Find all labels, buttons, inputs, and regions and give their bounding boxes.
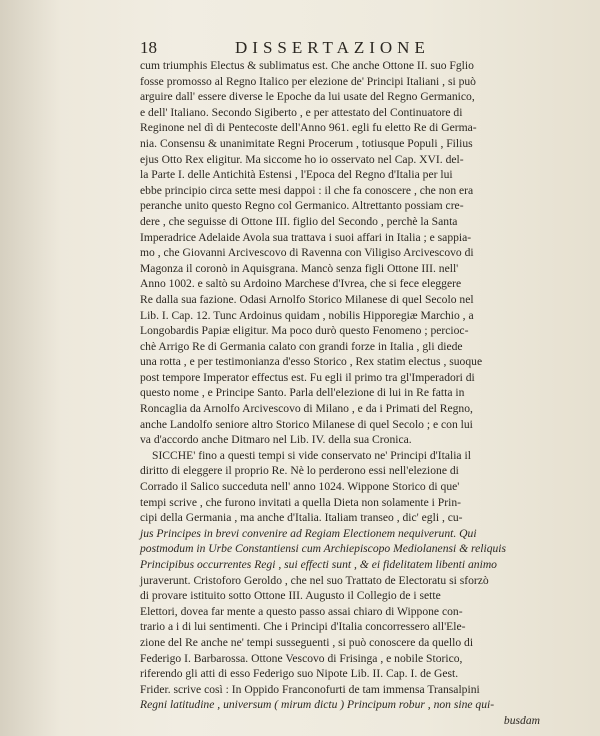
text-line: ebbe principio circa sette mesi dappoi : il che fa conoscere , che non era	[140, 183, 474, 197]
text-line: juraverunt. Cristoforo Geroldo , che nel suo Trattato de Electoratu si sforzò	[140, 573, 489, 587]
page-header	[140, 38, 540, 60]
text-line: diritto di eleggere il proprio Re. Nè lo perderono essi nell'elezione di	[140, 464, 459, 478]
text-line: la Parte I. delle Antichità Estensi , l'Epoca del Regno d'Italia per lui	[140, 168, 453, 182]
paragraph-start-line: SICCHE' fino a questi tempi si vide conservato ne' Principi d'Italia il	[152, 448, 471, 462]
text-line: Roncaglia da Arnolfo Arcivescovo di Milano , e da i Primati del Regno,	[140, 402, 473, 416]
text-line: postmodum in Urbe Constantiensi cum Archiepiscopo Mediolanensi & reliquis	[140, 542, 507, 556]
text-line: nia. Consensu & unanimitate Regni Procerum , totiusque Populi , Filius	[140, 136, 473, 150]
running-head: DISSERTAZIONE	[235, 38, 430, 57]
text-line: Frider. scrive così : In Oppido Franconofurti de tam immensa Transalpini	[140, 682, 480, 696]
page-body	[140, 58, 550, 729]
text-line: Anno 1002. e saltò su Ardoino Marchese d'Ivrea, che si fece eleggere	[140, 277, 462, 291]
text-line: riferendo gli atti di esso Federigo suo Nipote Lib. II. Cap. I. de Gest.	[140, 667, 459, 681]
text-line: dere , che seguisse di Ottone III. figlio del Secondo , perchè la Santa	[140, 214, 458, 228]
text-line: cipi della Germania , ma anche d'Italia. Italiam transeo , dic' egli , cu-	[140, 511, 463, 525]
text-line: Re dalla sua fazione. Odasi Arnolfo Storico Milanese di quel Secolo nel	[140, 292, 474, 306]
text-line: Longobardis Papiæ eligitur. Ma poco durò questo Fenomeno ; percioc-	[140, 324, 469, 338]
text-line: mo , che Giovanni Arcivescovo di Ravenna con Viligiso Arcivescovo di	[140, 246, 474, 260]
text-line: jus Principes in brevi convenire ad Regiam Electionem nequiverunt. Qui	[140, 526, 477, 540]
text-line: Lib. I. Cap. 12. Tunc Ardoinus quidam , nobilis Hipporegiæ Marchio , a	[140, 308, 474, 322]
text-line: questo nome , e Principe Santo. Parla dell'elezione di lui in Re fatta in	[140, 386, 465, 400]
text-line: trario a i di lui sentimenti. Che i Principi d'Italia concorressero all'Ele-	[140, 620, 466, 634]
text-line: di provare istituito sotto Ottone III. Augusto il Collegio de i sette	[140, 589, 441, 603]
text-line: chè Arrigo Re di Germania calato con grandi forze in Italia , gli diede	[140, 339, 463, 353]
text-line: Principibus occurrentes Regi , sui effecti sunt , & ei fidelitatem libenti animo	[140, 558, 497, 571]
catchword: busdam	[503, 713, 540, 727]
text-line: Elettori, dovea far mente a questo passo assai chiaro di Wippone con-	[140, 604, 463, 618]
text-line: tempi scrive , che furono invitati a quella Dieta non solamente i Prin-	[140, 495, 461, 509]
text-line: post tempore Imperator effectus est. Fu egli il primo tra gl'Imperadori di	[140, 370, 475, 384]
text-line: Imperadrice Adelaide Avola sua trattava i suoi affari in Italia ; e sappia-	[140, 230, 472, 244]
text-line: Corrado il Salico succeduta nell' anno 1024. Wippone Storico di que'	[140, 480, 460, 494]
page-gutter-shadow	[0, 0, 60, 736]
text-line: Regni latitudine , universum ( mirum dictu ) Principum robur , non sine qui-	[140, 698, 495, 712]
text-line: anche Landolfo seniore altro Storico Milanese di quel Secolo ; e con lui	[140, 417, 473, 431]
text-line: ejus Otto Rex eligitur. Ma siccome ho io osservato nel Cap. XVI. del-	[140, 152, 464, 166]
text-line: Magonza il coronò in Aquisgrana. Mancò senza figli Ottone III. nell'	[140, 261, 459, 275]
text-line: Reginone nel dì di Pentecoste dell'Anno 961. egli fu eletto Re di Germa-	[140, 121, 477, 135]
text-line: arguire dall' essere diverse le Epoche da lui usate del Regno Germanico,	[140, 90, 475, 104]
text-line: fosse promosso al Regno Italico per elezione de' Principi Italiani , si può	[140, 74, 476, 88]
text-line: una rotta , e per testimonianza d'esso Storico , Rex statim electus , suoque	[140, 355, 483, 369]
text-line: cum triumphis Electus & sublimatus est. Che anche Ottone II. suo Fglio	[140, 59, 474, 72]
text-line: peranche unito questo Regno col Germanico. Altrettanto possiam cre-	[140, 199, 464, 213]
text-line: e dell' Italiano. Secondo Sigiberto , e per attestato del Continuatore di	[140, 105, 463, 119]
text-line: va d'accordo anche Ditmaro nel Lib. IV. della sua Cronica.	[140, 433, 412, 447]
text-line: zione del Re anche ne' tempi susseguenti , si può conoscere da quello di	[140, 635, 474, 649]
page-number: 18	[140, 38, 157, 57]
text-line: Federigo I. Barbarossa. Ottone Vescovo di Frisinga , e nobile Storico,	[140, 651, 463, 665]
